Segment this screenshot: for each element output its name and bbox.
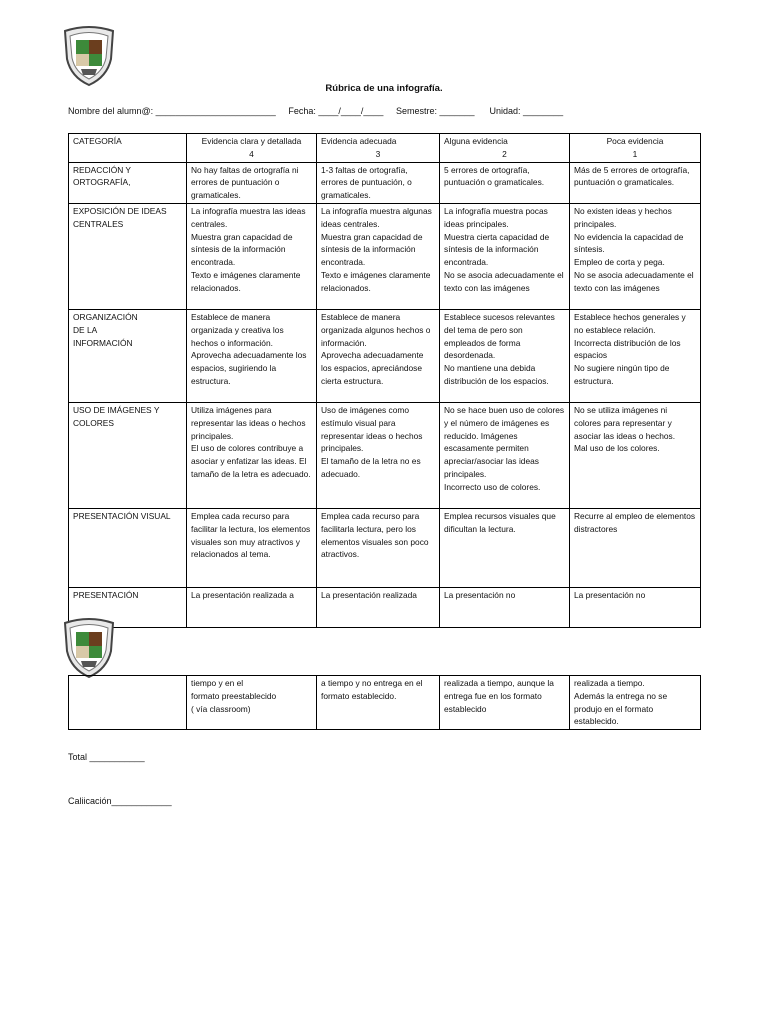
document-title: Rúbrica de una infografía. bbox=[325, 83, 443, 94]
student-name-field[interactable]: Nombre del alumn@: ________________________ bbox=[68, 106, 276, 116]
date-field[interactable]: Fecha: ____/____/____ bbox=[288, 106, 384, 116]
row-cell: realizada a tiempo. Además la entrega no se produjo en el formato establecido. bbox=[570, 676, 701, 730]
rubric-table bbox=[68, 133, 701, 628]
row-cell: Recurre al empleo de elementos distractores bbox=[570, 508, 701, 587]
row-cell: Emplea cada recurso para facilitarla lectura, pero los elementos visuales son poco atractivos. bbox=[317, 508, 440, 587]
row-category: PRESENTACIÓN bbox=[69, 587, 187, 627]
unit-field[interactable]: Unidad: ________ bbox=[489, 106, 564, 116]
row-cell: La presentación no bbox=[440, 587, 570, 627]
row-cell: La infografía muestra pocas ideas principales. Muestra cierta capacidad de síntesis de la información encontrada. No se asocia adecuadamente el texto con las imágenes bbox=[440, 203, 570, 309]
row-category: REDACCIÓN Y ORTOGRAFÍA, bbox=[69, 162, 187, 203]
row-cell: La presentación realizada bbox=[317, 587, 440, 627]
row-cell: No se utiliza imágenes ni colores para representar y asociar las ideas o hechos. Mal uso de los colores. bbox=[570, 402, 701, 508]
row-cell: realizada a tiempo, aunque la entrega fue en los formato establecido bbox=[440, 676, 570, 730]
row-cell: Establece de manera organizada algunos hechos o información. Aprovecha adecuadamente los espacios, apreciándose cierta estructura. bbox=[317, 309, 440, 402]
row-category bbox=[69, 676, 187, 730]
grade-field[interactable]: Caliicación____________ bbox=[68, 796, 172, 806]
row-category: USO DE IMÁGENES Y COLORES bbox=[69, 402, 187, 508]
row-cell: Emplea recursos visuales que dificultan la lectura. bbox=[440, 508, 570, 587]
rubric-header-row bbox=[69, 134, 701, 163]
rubric-table-continuation bbox=[68, 675, 701, 730]
row-cell: 5 errores de ortografía, puntuación o gramaticales. bbox=[440, 162, 570, 203]
row-cell: Emplea cada recurso para facilitar la lectura, los elementos visuales son muy atractivos y relacionados al tema. bbox=[187, 508, 317, 587]
header-level-1: Poca evidencia 1 bbox=[570, 134, 701, 163]
row-cell: La infografía muestra las ideas centrales. Muestra gran capacidad de síntesis de la información encontrada. Texto e imágenes claramente relacionados. bbox=[187, 203, 317, 309]
row-cell: No se hace buen uso de colores y el número de imágenes es reducido. Imágenes escasamente permiten apreciar/asociar las ideas principales. Incorrecto uso de colores. bbox=[440, 402, 570, 508]
row-category: ORGANIZACIÓN DE LA INFORMACIÓN bbox=[69, 309, 187, 402]
row-cell: Más de 5 errores de ortografía, puntuación o gramaticales. bbox=[570, 162, 701, 203]
table-row bbox=[69, 162, 701, 203]
table-row bbox=[69, 587, 701, 627]
header-level-3: Evidencia adecuada 3 bbox=[317, 134, 440, 163]
row-category: PRESENTACIÓN VISUAL bbox=[69, 508, 187, 587]
table-row bbox=[69, 309, 701, 402]
row-cell: No existen ideas y hechos principales. No evidencia la capacidad de síntesis. Empleo de corta y pega. No se asocia adecuadamente el texto con las imágenes bbox=[570, 203, 701, 309]
row-cell: Establece sucesos relevantes del tema de pero son empleados de forma desordenada. No mantiene una debida distribución de los espacios. bbox=[440, 309, 570, 402]
table-row bbox=[69, 203, 701, 309]
header-level-4: Evidencia clara y detallada 4 bbox=[187, 134, 317, 163]
row-cell: 1-3 faltas de ortografía, errores de puntuación, o gramaticales. bbox=[317, 162, 440, 203]
header-level-2: Alguna evidencia 2 bbox=[440, 134, 570, 163]
row-cell: Establece hechos generales y no establece relación. Incorrecta distribución de los espacios No sugiere ningún tipo de estructura. bbox=[570, 309, 701, 402]
row-cell: tiempo y en el formato preestablecido ( vía classroom) bbox=[187, 676, 317, 730]
row-cell: La presentación realizada a bbox=[187, 587, 317, 627]
semester-field[interactable]: Semestre: _______ bbox=[395, 106, 475, 116]
row-cell: a tiempo y no entrega en el formato establecido. bbox=[317, 676, 440, 730]
row-cell: La infografía muestra algunas ideas centrales. Muestra gran capacidad de síntesis de la información encontrada. Texto e imágenes claramente relacionados. bbox=[317, 203, 440, 309]
table-row bbox=[69, 508, 701, 587]
school-shield-logo bbox=[61, 617, 117, 673]
table-row bbox=[69, 676, 701, 730]
row-cell: Utiliza imágenes para representar las ideas o hechos principales. El uso de colores contribuye a asociar y enfatizar las ideas. El tamaño de la letra es adecuado. bbox=[187, 402, 317, 508]
row-category: EXPOSICIÓN DE IDEAS CENTRALES bbox=[69, 203, 187, 309]
row-cell: Establece de manera organizada y creativa los hechos o información. Aprovecha adecuadamente los espacios, sugiriendo la estructura. bbox=[187, 309, 317, 402]
total-field[interactable]: Total ___________ bbox=[68, 752, 145, 762]
row-cell: Uso de imágenes como estímulo visual para representar ideas o hechos principales. El tamaño de la letra no es adecuado. bbox=[317, 402, 440, 508]
row-cell: La presentación no bbox=[570, 587, 701, 627]
header-category: CATEGORÍA bbox=[69, 134, 187, 163]
table-row bbox=[69, 402, 701, 508]
row-cell: No hay faltas de ortografía ni errores de puntuación o gramaticales. bbox=[187, 162, 317, 203]
